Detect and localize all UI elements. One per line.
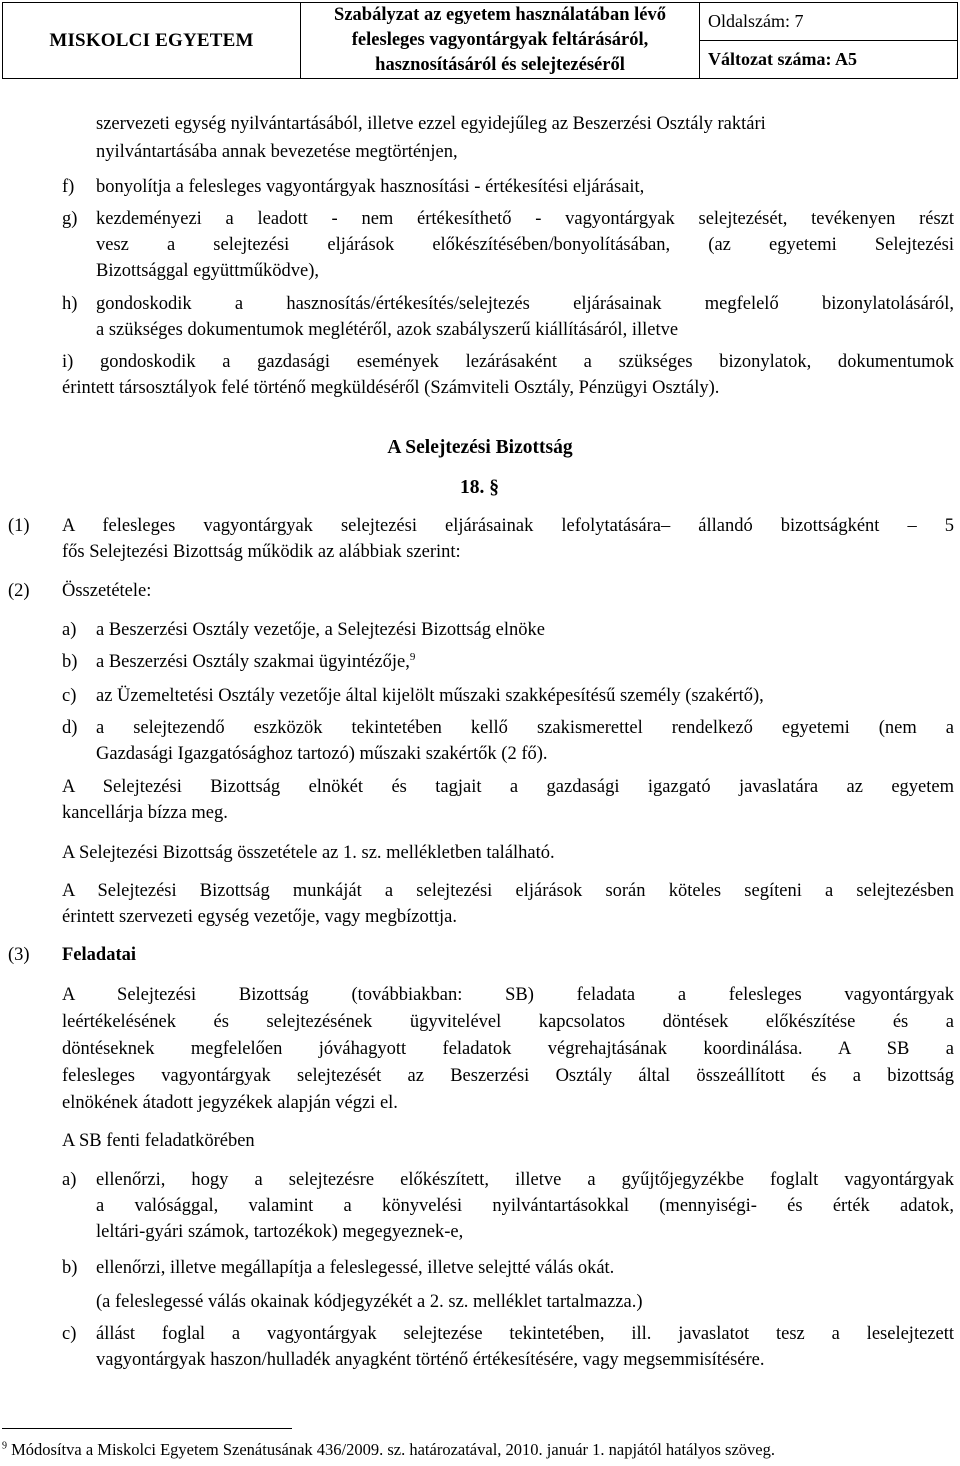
- duty-a-line-2: a valósággal, valamint a könyvelési nyilvántartásokkal (mennyiségi- és érték adatok,: [96, 1196, 954, 1216]
- member-c-marker: c): [62, 686, 77, 706]
- member-b-label: a Beszerzési Osztály szakmai ügyintézője,: [96, 652, 410, 672]
- paragraph-1-line-1: A felesleges vagyontárgyak selejtezési eljárásainak lefolytatására– állandó bizottságként – 5: [62, 516, 954, 536]
- item-i-line-2: érintett társosztályok felé történő megküldéséről (Számviteli Osztály, Pénzügyi Osztály).: [62, 378, 720, 398]
- version-number: Változat száma: A5: [708, 49, 857, 69]
- duty-b-marker: b): [62, 1258, 78, 1278]
- chair-line-2: kancellárja bízza meg.: [62, 803, 228, 823]
- member-d-line-1: a selejtezendő eszközök tekintetében kellő szakismerettel rendelkező egyetemi (nem a: [96, 718, 954, 738]
- task-line-1: A Selejtezési Bizottság (továbbiakban: SB) feladata a felesleges vagyontárgyak: [62, 985, 954, 1005]
- chair-line-1: A Selejtezési Bizottság elnökét és tagjait a gazdasági igazgató javaslatára az egyetem: [62, 777, 954, 797]
- paragraph-1-marker: (1): [8, 516, 30, 536]
- paragraph-1-line-2: fős Selejtezési Bizottság működik az alábbiak szerint:: [62, 542, 461, 562]
- document-title: [301, 3, 700, 79]
- paragraph-3-marker: (3): [8, 945, 30, 965]
- version-cell: [700, 41, 958, 79]
- help-line-2: érintett szervezeti egység vezetője, vagy megbízottja.: [62, 907, 458, 927]
- page-number-cell: [700, 3, 958, 41]
- annex-sentence: A Selejtezési Bizottság összetétele az 1. sz. mellékletben található.: [62, 843, 555, 863]
- footnote-text: Módosítva a Miskolci Egyetem Szenátusának 436/2009. sz. határozatával, 2010. január 1. napjától hatályos szöveg.: [11, 1440, 775, 1459]
- paragraph-2-title: Összetétele:: [62, 581, 152, 601]
- task-line-5: elnökének átadott jegyzékek alapján végzi el.: [62, 1093, 398, 1113]
- duty-a-marker: a): [62, 1170, 77, 1190]
- footnote: [2, 1440, 775, 1460]
- member-a-text: a Beszerzési Osztály vezetője, a Selejtezési Bizottság elnöke: [96, 620, 545, 640]
- member-b-marker: b): [62, 652, 78, 672]
- item-f-marker: f): [62, 177, 75, 197]
- paragraph-3-title: Feladatai: [62, 945, 136, 965]
- item-i-line-1: i) gondoskodik a gazdasági események lezárásaként a szükséges bizonylatok, dokumentumok: [62, 352, 954, 372]
- footnote-number: 9: [2, 1440, 7, 1452]
- duty-b-text: ellenőrzi, illetve megállapítja a feleslegessé, illetve selejtté válás okát.: [96, 1258, 615, 1278]
- duty-a-line-3: leltári-gyári számok, tartozékok) megegyeznek-e,: [96, 1222, 464, 1242]
- member-d-marker: d): [62, 718, 78, 738]
- footnote-separator: [2, 1428, 292, 1429]
- task-line-4: felesleges vagyontárgyak selejtezését az Beszerzési Osztály által összeállított és a bizottság: [62, 1066, 954, 1086]
- task-line-2: leértékelésének és selejtezésének ügyvitelével kapcsolatos döntések előkészítése és a: [62, 1012, 954, 1032]
- duty-c-line-1: állást foglal a vagyontárgyak selejtezése tekintetében, ill. javaslatot tesz a leselejtezett: [96, 1324, 954, 1344]
- duty-c-line-2: vagyontárgyak haszon/hulladék anyagként történő értékesítésére, vagy megsemmisítésére.: [96, 1350, 765, 1370]
- member-b-text: [96, 650, 415, 674]
- title-line-3: hasznosításáról és selejtezéséről: [375, 55, 625, 75]
- page-number: Oldalszám: 7: [708, 11, 804, 31]
- item-g-line-3: Bizottsággal együttműködve),: [96, 261, 319, 281]
- duty-c-marker: c): [62, 1324, 77, 1344]
- item-h-line-2: a szükséges dokumentumok meglétéről, azok szabályszerű kiállításáról, illetve: [96, 320, 679, 340]
- item-g-marker: g): [62, 209, 78, 229]
- continuation-line-2: nyilvántartásába annak bevezetése megtörténjen,: [96, 142, 458, 162]
- continuation-line-1: szervezeti egység nyilvántartásából, illetve ezzel egyidejűleg az Beszerzési Osztály raktári: [96, 114, 766, 134]
- item-h-line-1: gondoskodik a hasznosítás/értékesítés/selejtezés eljárásainak megfelelő bizonylatolásáról,: [96, 294, 954, 314]
- item-g-line-2: vesz a selejtezési eljárások előkészítésében/bonyolításában, (az egyetemi Selejtezési: [96, 235, 954, 255]
- item-g-line-1: kezdeményezi a leadott - nem értékesíthető - vagyontárgyak selejtezését, tevékenyen részt: [96, 209, 954, 229]
- task-line-3: döntéseknek megfelelően jóváhagyott feladatok végrehajtásának koordinálása. A SB a: [62, 1039, 954, 1059]
- sb-intro: A SB fenti feladatkörében: [62, 1131, 255, 1151]
- member-d-line-2: Gazdasági Igazgatósághoz tartozó) műszaki szakértők (2 fő).: [96, 744, 548, 764]
- title-line-2: felesleges vagyontárgyak feltárásáról,: [351, 30, 649, 50]
- title-line-1: Szabályzat az egyetem használatában lévő: [334, 5, 666, 25]
- member-c-text: az Üzemeltetési Osztály vezetője által kijelölt műszaki szakképesítésű személy (szakértő),: [96, 686, 764, 706]
- footnote-reference: 9: [409, 650, 416, 663]
- paragraph-2-marker: (2): [8, 581, 30, 601]
- university-name: MISKOLCI EGYETEM: [3, 3, 301, 79]
- section-number: 18. §: [460, 477, 499, 498]
- member-a-marker: a): [62, 620, 77, 640]
- section-title: A Selejtezési Bizottság: [387, 437, 573, 458]
- help-line-1: A Selejtezési Bizottság munkáját a selejtezési eljárások során köteles segíteni a selejtezésben: [62, 881, 954, 901]
- page-header: [2, 2, 958, 78]
- item-h-marker: h): [62, 294, 78, 314]
- duty-b-note: (a feleslegessé válás okainak kódjegyzékét a 2. sz. melléklet tartalmazza.): [96, 1292, 643, 1312]
- duty-a-line-1: ellenőrzi, hogy a selejtezésre előkészített, illetve a gyűjtőjegyzékbe foglalt vagyontárgyak: [96, 1170, 954, 1190]
- item-f-text: bonyolítja a felesleges vagyontárgyak hasznosítási - értékesítési eljárásait,: [96, 177, 645, 197]
